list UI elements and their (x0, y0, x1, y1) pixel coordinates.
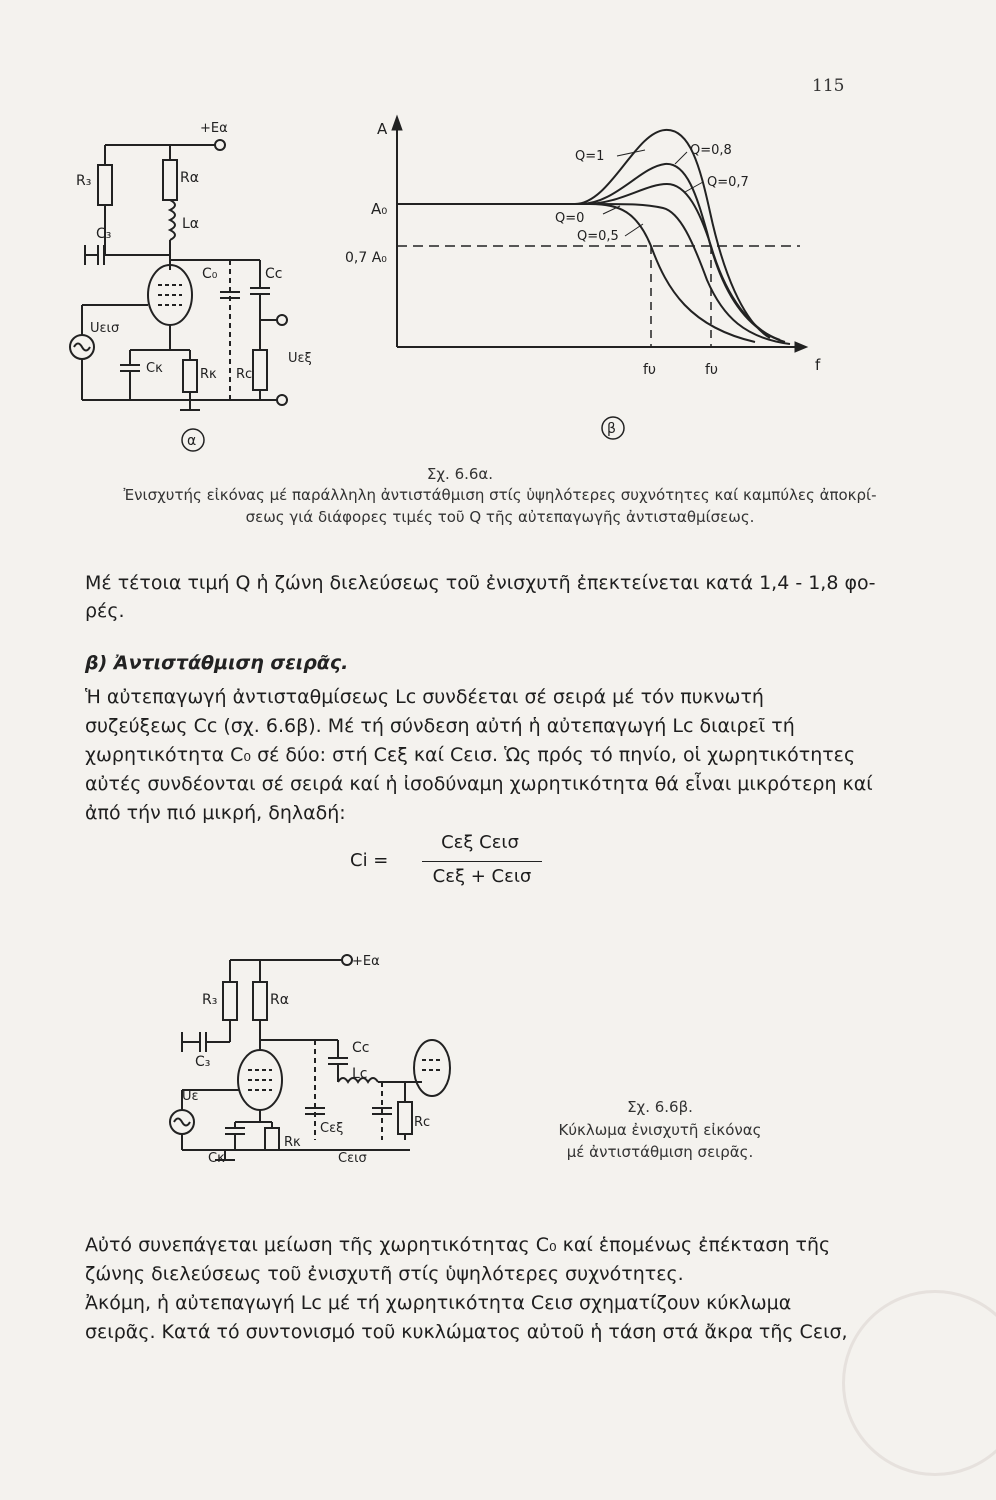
figure-6-6a-circuit (60, 110, 310, 460)
figure-6-6b-circuit (160, 940, 480, 1190)
paragraph-2-line: Ἡ αὐτεπαγωγή ἀντισταθμίσεως Lc συνδέεται σέ σειρά μέ τόν πυκνωτή (85, 686, 764, 708)
figure-6-6a-caption-title: Σχ. 6.6α. (426, 465, 494, 483)
paragraph-1-line1: Μέ τέτοια τιμή Q ἡ ζώνη διελεύσεως τοῦ ἐνισχυτῆ ἐπεκτείνεται κατά 1,4 - 1,8 φο- (85, 572, 876, 594)
formula-numerator: Cεξ Cεισ (441, 832, 519, 853)
paragraph-2-line: χωρητικότητα C₀ σέ δύο: στή Cεξ καί Cεισ. Ὡς πρός τό πηνίο, οἱ χωρητικότητες (85, 744, 856, 766)
figure-6-6a-caption-line1: Ἐνισχυτής εἰκόνας μέ παράλληλη ἀντιστάθμιση στίς ὑψηλότερες συχνότητες καί καμπύλες ἀποκρί- (123, 486, 877, 504)
formula-denominator: Cεξ + Cεισ (432, 866, 532, 887)
q07-label: Q=0,7 (707, 175, 749, 190)
label-rc: Rc (236, 367, 253, 382)
section-heading: β) Ἀντιστάθμιση σειρᾶς. (85, 652, 349, 674)
label-cc: Cc (265, 266, 283, 282)
label-supply: +Eα (200, 121, 228, 136)
label-ck: Cκ (146, 361, 163, 376)
formula-fraction-bar (422, 861, 542, 862)
label-c3: C₃ (96, 226, 112, 242)
formula-lhs: Ci = (350, 850, 389, 871)
paragraph-1-line2: ρές. (85, 600, 125, 622)
paragraph-3-line: Ἀκόμη, ἡ αὐτεπαγωγή Lc μέ τή χωρητικότητα Cεισ σχηματίζουν κύκλωμα (85, 1292, 792, 1314)
label-u-in: Uεισ (90, 321, 120, 336)
figure-6-6b-caption-line2: μέ ἀντιστάθμιση σειρᾶς. (566, 1143, 754, 1161)
q08-label: Q=0,8 (690, 143, 732, 158)
panel-b-label: β (607, 421, 616, 437)
b-label-ck: Cκ (208, 1151, 225, 1166)
figure-6-6b-caption-title: Σχ. 6.6β. (627, 1098, 693, 1116)
figure-6-6a-response-graph (345, 112, 825, 442)
a07-label: 0,7 A₀ (345, 250, 387, 266)
b-label-r3: R₃ (202, 992, 218, 1008)
q05-label: Q=0,5 (577, 229, 619, 244)
paragraph-3-line: σειρᾶς. Κατά τό συντονισμό τοῦ κυκλώματος αὐτοῦ ἡ τάση στά ἄκρα τῆς Cεισ, (85, 1321, 848, 1343)
fu2-label: fυ (705, 362, 719, 378)
y-axis-label: A (377, 120, 388, 138)
b-label-cex: Cεξ (320, 1121, 344, 1136)
label-r3: R₃ (76, 173, 92, 189)
label-rk: Rκ (200, 367, 217, 382)
b-label-rc: Rc (414, 1115, 431, 1130)
b-label-cc: Cc (352, 1040, 370, 1056)
b-label-lc: Lc (352, 1066, 368, 1082)
page-number: 115 (812, 76, 845, 96)
label-u-out: Uεξ (288, 351, 312, 366)
b-label-rk: Rκ (284, 1135, 301, 1150)
q0-label: Q=0 (555, 211, 585, 226)
paragraph-2 (85, 684, 945, 826)
paragraph-2-line: ἀπό τήν πιό μικρή, δηλαδή: (85, 802, 346, 824)
a0-label: A₀ (371, 200, 388, 218)
paragraph-2-line: συζεύξεως Cc (σχ. 6.6β). Μέ τή σύνδεση αὐτή ἡ αὐτεπαγωγή Lc διαιρεῖ τή (85, 715, 795, 737)
x-axis-label: f (815, 356, 821, 374)
figure-6-6b-caption-line1: Κύκλωμα ἐνισχυτῆ εἰκόνας (558, 1121, 762, 1139)
label-la: Lα (182, 216, 200, 232)
panel-a-label: α (187, 433, 197, 449)
q1-label: Q=1 (575, 149, 605, 164)
fu1-label: fυ (643, 362, 657, 378)
b-label-ra: Rα (270, 992, 289, 1008)
b-label-supply: +Eα (352, 954, 380, 969)
label-c0: C₀ (202, 266, 218, 282)
b-label-c3: C₃ (195, 1054, 211, 1070)
paragraph-3 (85, 1232, 945, 1345)
paragraph-3-line: Αὐτό συνεπάγεται μείωση τῆς χωρητικότητας C₀ καί ἑπομένως ἐπέκταση τῆς (85, 1234, 831, 1256)
b-label-u-in: Uε (182, 1089, 199, 1104)
label-ra: Rα (180, 170, 199, 186)
formula (350, 832, 590, 894)
b-label-cin: Cεισ (338, 1151, 367, 1166)
paragraph-3-line: ζώνης διελεύσεως τοῦ ἐνισχυτῆ στίς ὑψηλότερες συχνότητες. (85, 1263, 684, 1285)
paragraph-2-line: αὐτές συνδέονται σέ σειρά καί ἡ ἰσοδύναμη χωρητικότητα θά εἶναι μικρότερη καί (85, 773, 873, 795)
figure-6-6a-caption-line2: σεως γιά διάφορες τιμές τοῦ Q τῆς αὐτεπαγωγῆς ἀντισταθμίσεως. (245, 508, 755, 526)
